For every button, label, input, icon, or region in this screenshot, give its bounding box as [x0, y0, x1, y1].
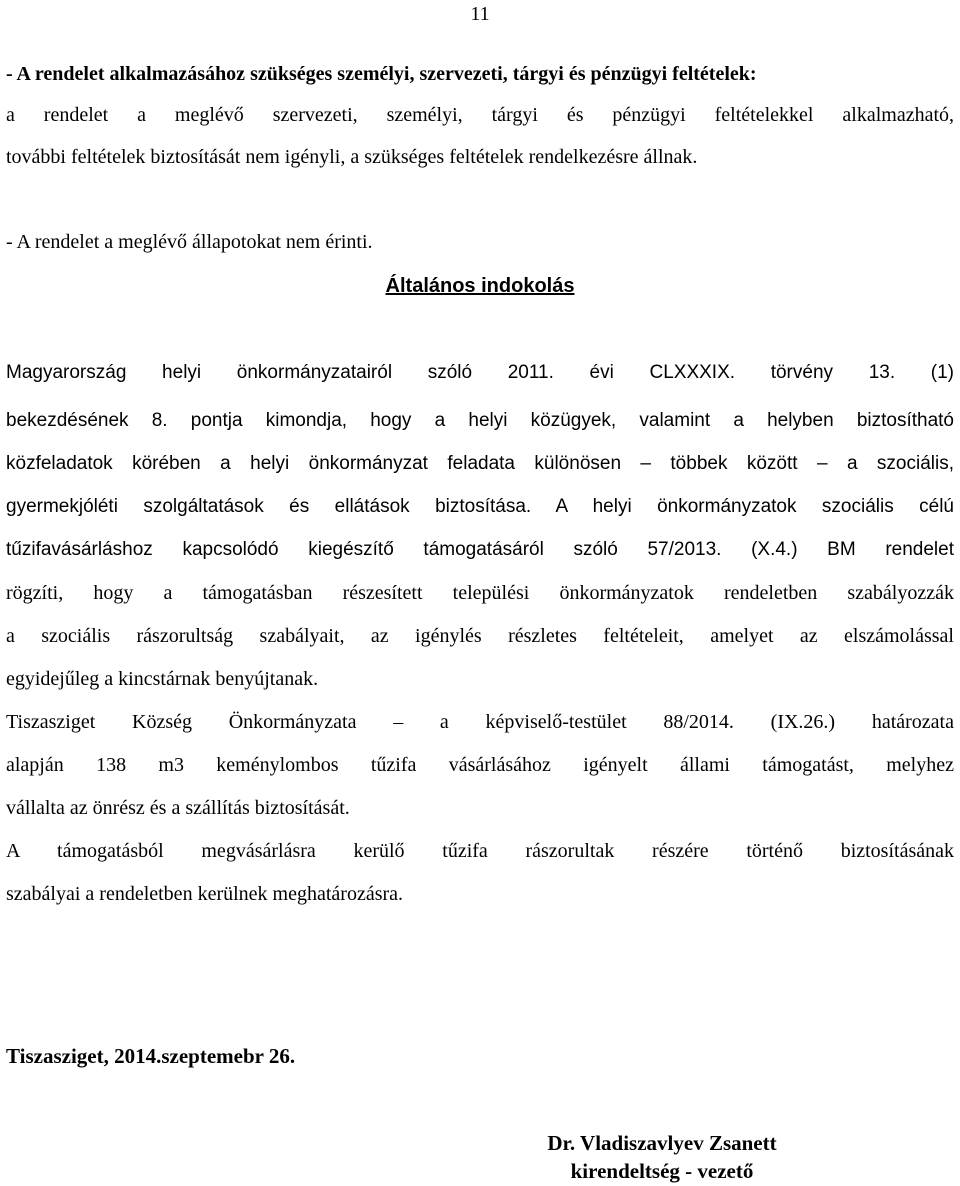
justification-line: tűzifavásárláshoz kapcsolódó kiegészítő támogatásáról szóló 57/2013. (X.4.) BM rendelet: [6, 539, 954, 560]
state-impact-line: - A rendelet a meglévő állapotokat nem érinti.: [6, 231, 373, 253]
justification-line: gyermekjóléti szolgáltatások és ellátások biztosítása. A helyi önkormányzatok szociális célú: [6, 496, 954, 517]
conditions-text-line: a rendelet a meglévő szervezeti, személyi, tárgyi és pénzügyi feltételekkel alkalmazható,: [6, 104, 954, 126]
conditions-text-line: további feltételek biztosítását nem igényli, a szükséges feltételek rendelkezésre állnak.: [6, 146, 698, 168]
justification-line: közfeladatok körében a helyi önkormányzat feladata különösen – többek között – a szociális,: [6, 453, 954, 474]
section-heading: Általános indokolás: [385, 275, 575, 297]
justification-line: A támogatásból megvásárlásra kerülő tűzifa rászorultak részére történő biztosításának: [6, 840, 954, 862]
justification-line: szabályai a rendeletben kerülnek meghatározásra.: [6, 883, 404, 905]
justification-line: bekezdésének 8. pontja kimondja, hogy a helyi közügyek, valamint a helyben biztosítható: [6, 410, 954, 431]
signature-name: Dr. Vladiszavlyev Zsanett: [547, 1131, 777, 1155]
justification-line: rögzíti, hogy a támogatásban részesített települési önkormányzatok rendeletben szabályozzák: [6, 582, 954, 604]
justification-line: Magyarország helyi önkormányzatairól szóló 2011. évi CLXXXIX. törvény 13. (1): [6, 362, 954, 383]
date-line: Tiszasziget, 2014.szeptemebr 26.: [6, 1044, 296, 1068]
justification-line: a szociális rászorultság szabályait, az igénylés részletes feltételeit, amelyet az elszámolással: [6, 625, 954, 647]
justification-line: egyidejűleg a kincstárnak benyújtanak.: [6, 668, 319, 690]
page-number: 11: [470, 3, 490, 25]
justification-line: alapján 138 m3 keménylombos tűzifa vásárlásához igényelt állami támogatást, melyhez: [6, 754, 954, 776]
conditions-title-line: - A rendelet alkalmazásához szükséges személyi, szervezeti, tárgyi és pénzügyi feltételek:: [6, 63, 757, 85]
signature-title: kirendeltség - vezető: [570, 1159, 754, 1183]
justification-line: vállalta az önrész és a szállítás biztosítását.: [6, 797, 350, 819]
justification-line: Tiszasziget Község Önkormányzata – a képviselő-testület 88/2014. (IX.26.) határozata: [6, 711, 954, 733]
